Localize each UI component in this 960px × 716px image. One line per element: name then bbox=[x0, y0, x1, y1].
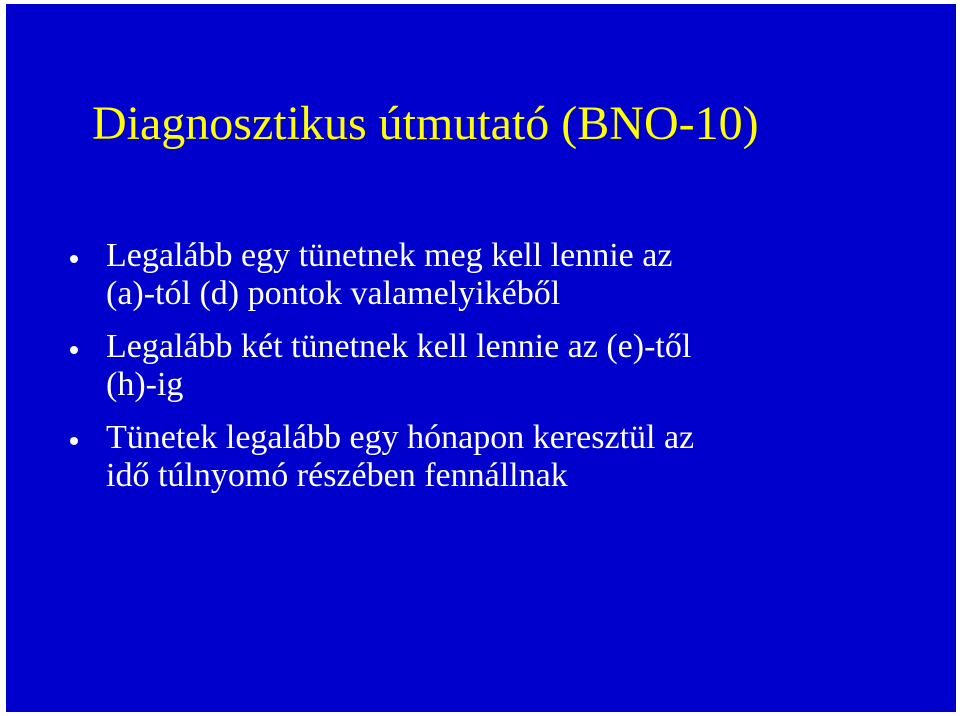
bullet-line: Legalább két tünetnek kell lennie az (e)-től bbox=[106, 328, 692, 365]
bullet-list bbox=[70, 237, 930, 510]
slide bbox=[6, 4, 956, 712]
bullet-item bbox=[70, 328, 930, 404]
bullet-text bbox=[106, 328, 691, 404]
bullet-line: Legalább egy tünetnek meg kell lennie az bbox=[106, 237, 673, 274]
bullet-line: (a)-tól (d) pontok valamelyikéből bbox=[106, 275, 561, 312]
bullet-dot-icon bbox=[70, 255, 78, 263]
bullet-text bbox=[106, 237, 672, 313]
bullet-dot-icon bbox=[70, 437, 78, 445]
bullet-line: idő túlnyomó részében fennállnak bbox=[106, 457, 568, 494]
bullet-text bbox=[106, 419, 694, 495]
bullet-line: Tünetek legalább egy hónapon keresztül az bbox=[106, 419, 695, 456]
bullet-item bbox=[70, 237, 930, 313]
bullet-item bbox=[70, 419, 930, 495]
bullet-dot-icon bbox=[70, 346, 78, 354]
bullet-line: (h)-ig bbox=[106, 366, 184, 403]
slide-title: Diagnosztikus útmutató (BNO-10) bbox=[92, 97, 759, 150]
